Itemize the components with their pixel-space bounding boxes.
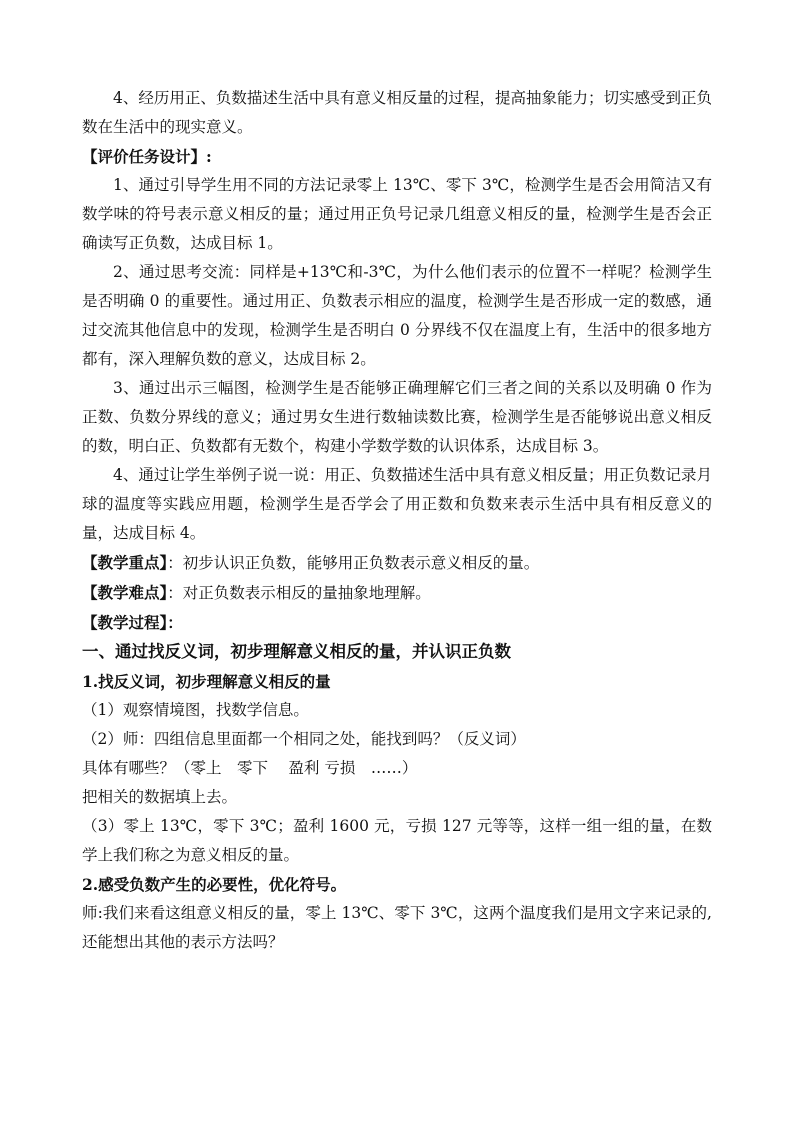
step-2-fill: 把相关的数据填上去。: [82, 788, 238, 806]
process-heading: 【教学过程】：: [82, 613, 183, 632]
subsection-2-title: 2.感受负数产生的必要性，优化符号。: [82, 875, 347, 894]
section-1-title: 一、通过找反义词，初步理解意义相反的量，并认识正负数: [82, 642, 511, 661]
evaluation-item-2: 2、通过思考交流：同样是+13℃和-3℃，为什么他们表示的位置不一样呢？检测学生是否明确 0 的重要性。通过用正、负数表示相应的温度，检测学生是否形成一定的数感，通过交流其他信息中的发现，检测学生是否明白 0 分界线不仅在温度上有，生活中的很多地方都有，深入理解负数的意义，达成目标 2。: [82, 263, 712, 368]
step-2: （2）师：四组信息里面都一个相同之处，能找到吗？（反义词）: [82, 730, 526, 748]
step-1: （1）观察情境图，找数学信息。: [82, 701, 309, 719]
evaluation-item-3: 3、通过出示三幅图，检测学生是否能够正确理解它们三者之间的关系以及明确 0 作为正数、负数分界线的意义；通过男女生进行数轴读数比赛，检测学生是否能够说出意义相反的数，明白正、负数都有无数个，构建小学数学数的认识体系，达成目标 3。: [82, 379, 712, 455]
document-page: [82, 84, 712, 957]
step-3: （3）零上 13℃，零下 3℃；盈利 1600 元，亏损 127 元等等，这样一组一组的量，在数学上我们称之为意义相反的量。: [82, 817, 712, 864]
difficulty-text: ：对正负数表示相反的量抽象地理解。: [167, 584, 431, 602]
teacher-line: 师:我们来看这组意义相反的量，零上 13℃、零下 3℃，这两个温度我们是用文字来记录的,还能想出其他的表示方法吗？: [82, 904, 712, 951]
subsection-1-title: 1.找反义词，初步理解意义相反的量: [82, 672, 331, 691]
step-2-detail: 具体有哪些？（零上 零下 盈利 亏损 ……）: [82, 759, 418, 777]
key-point-text: ：初步认识正负数，能够用正负数表示意义相反的量。: [167, 554, 540, 572]
key-point-label: 【教学重点】: [82, 553, 168, 572]
key-point: [82, 548, 712, 578]
evaluation-item-1: 1、通过引导学生用不同的方法记录零上 13℃、零下 3℃，检测学生是否会用简洁又有数学味的符号表示意义相反的量；通过用正负号记录几组意义相反的量，检测学生是否会正确读写正负数，达成目标 1。: [82, 176, 712, 252]
evaluation-heading: 【评价任务设计】:: [82, 147, 212, 166]
difficulty-label: 【教学难点】: [82, 583, 168, 602]
evaluation-item-4: 4、通过让学生举例子说一说：用正、负数描述生活中具有意义相反量；用正负数记录月球的温度等实践应用题，检测学生是否学会了用正数和负数来表示生活中具有相反意义的量，达成目标 4。: [82, 466, 712, 542]
objective-4: 4、经历用正、负数描述生活中具有意义相反量的过程，提高抽象能力；切实感受到正负数在生活中的现实意义。: [82, 89, 712, 136]
difficulty: [82, 578, 712, 608]
